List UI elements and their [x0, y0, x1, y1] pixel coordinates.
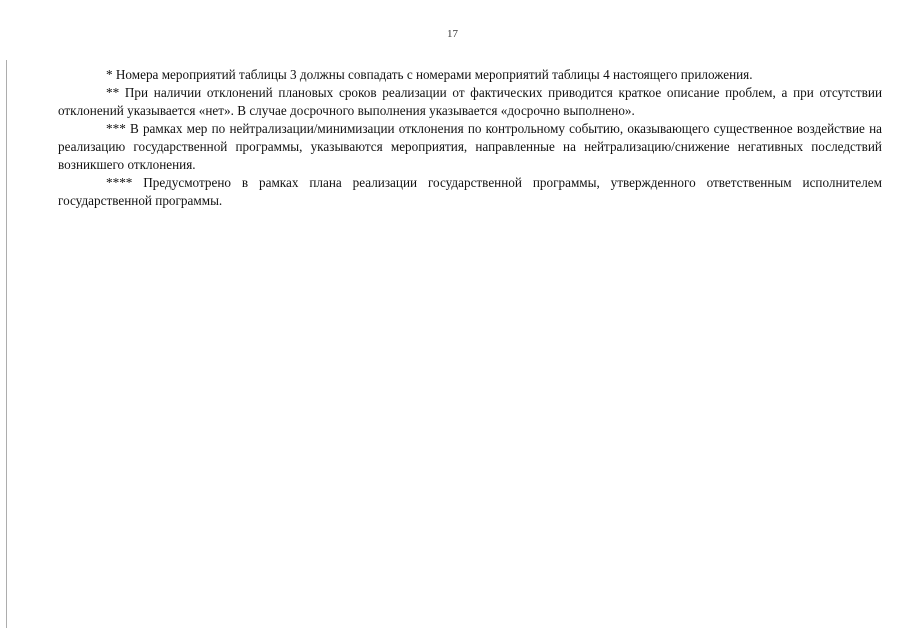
page-number: 17: [447, 28, 458, 40]
footnotes-block: [58, 66, 882, 210]
footnote-1: * Номера мероприятий таблицы 3 должны совпадать с номерами мероприятий таблицы 4 настоящего приложения.: [106, 67, 753, 82]
footnote-3: *** В рамках мер по нейтрализации/минимизации отклонения по контрольному событию, оказывающего существенное воздействие на реализацию государственной программы, указываются мероприятия, направленные на нейтрализацию/снижение негативных последствий возникшего отклонения.: [58, 121, 882, 172]
scan-edge-line: [6, 60, 7, 628]
footnote-4: **** Предусмотрено в рамках плана реализации государственной программы, утвержденного ответственным исполнителем государственной программы.: [58, 175, 882, 208]
footnote-2: ** При наличии отклонений плановых сроков реализации от фактических приводится краткое описание проблем, а при отсутствии отклонений указывается «нет». В случае досрочного выполнения указывается «досрочно выполнено».: [58, 85, 882, 118]
